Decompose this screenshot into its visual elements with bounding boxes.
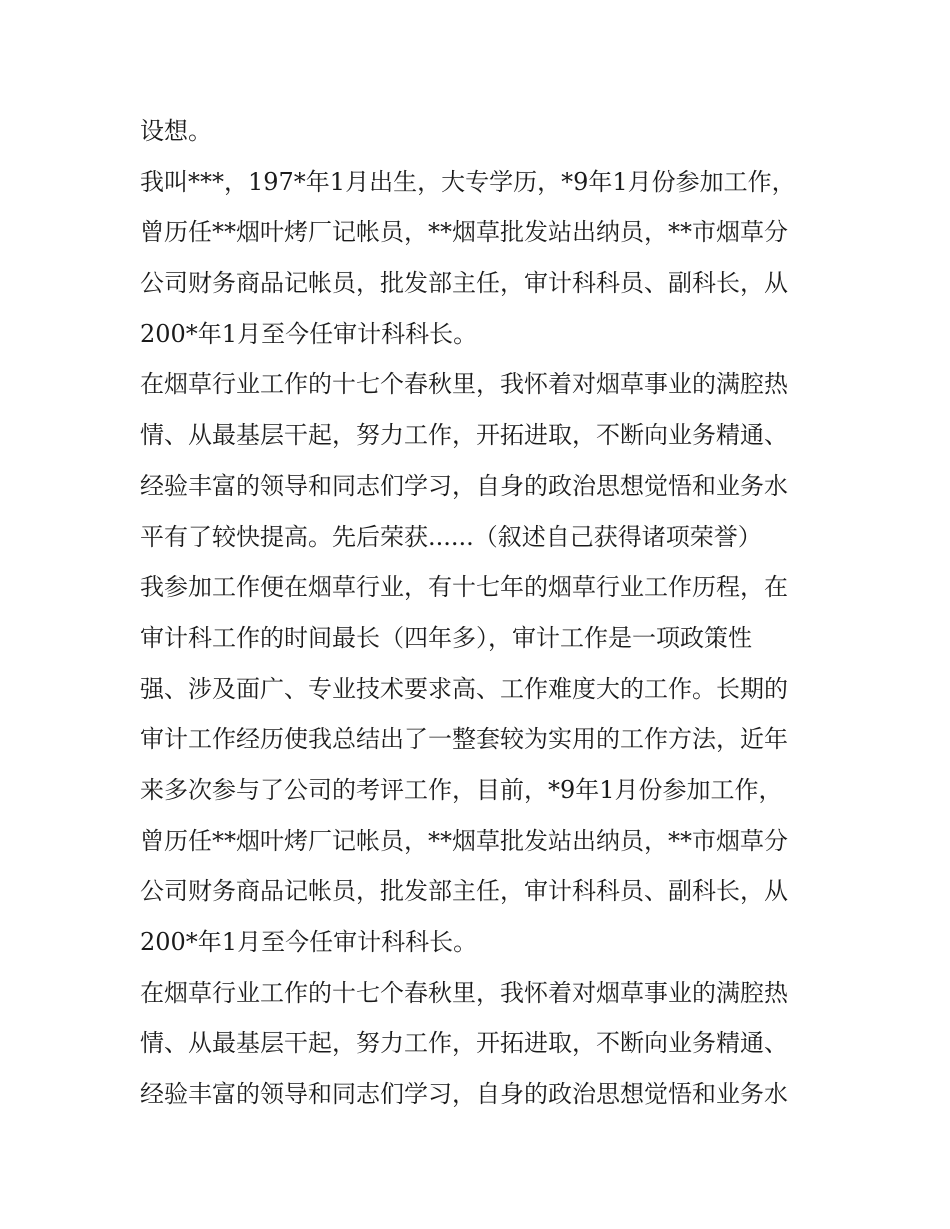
text-line: 经验丰富的领导和同志们学习，自身的政治思想觉悟和业务水 — [140, 471, 788, 500]
text-line: 我叫***，197*年1月出生，大专学历，*9年1月份参加工作， — [140, 167, 796, 196]
text-line: 强、涉及面广、专业技术要求高、工作难度大的工作。长期的 — [140, 674, 788, 703]
text-line: 在烟草行业工作的十七个春秋里，我怀着对烟草事业的满腔热 — [140, 978, 788, 1007]
text-line: 情、从最基层干起，努力工作，开拓进取，不断向业务精通、 — [140, 1029, 788, 1058]
text-line: 来多次参与了公司的考评工作，目前，*9年1月份参加工作， — [140, 775, 783, 804]
text-line: 情、从最基层干起，努力工作，开拓进取，不断向业务精通、 — [140, 421, 788, 450]
text-line: 审计科工作的时间最长（四年多），审计工作是一项政策性 — [140, 623, 752, 652]
text-line: 200*年1月至今任审计科科长。 — [140, 928, 478, 956]
text-line: 曾历任**烟叶烤厂记帐员，**烟草批发站出纳员，**市烟草分 — [140, 218, 788, 247]
text-line: 经验丰富的领导和同志们学习，自身的政治思想觉悟和业务水 — [140, 1080, 788, 1109]
text-line: 公司财务商品记帐员，批发部主任，审计科科员、副科长，从 — [140, 269, 788, 298]
text-line: 设想。 — [140, 117, 212, 145]
text-line: 在烟草行业工作的十七个春秋里，我怀着对烟草事业的满腔热 — [140, 370, 788, 399]
body-text — [140, 106, 820, 1120]
text-line: 审计工作经历使我总结出了一整套较为实用的工作方法，近年 — [140, 725, 788, 754]
text-line: 200*年1月至今任审计科科长。 — [140, 319, 478, 348]
text-line: 平有了较快提高。先后荣获......（叙述自己获得诸项荣誉） — [140, 522, 762, 551]
text-line: 曾历任**烟叶烤厂记帐员，**烟草批发站出纳员，**市烟草分 — [140, 826, 788, 855]
text-line: 公司财务商品记帐员，批发部主任，审计科科员、副科长，从 — [140, 877, 788, 906]
text-line: 我参加工作便在烟草行业，有十七年的烟草行业工作历程，在 — [140, 573, 788, 602]
